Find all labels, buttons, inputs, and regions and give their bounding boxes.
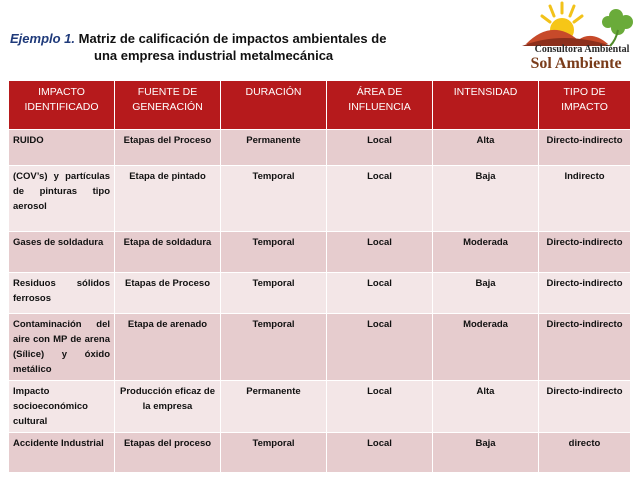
cell-duracion: Temporal [221, 314, 327, 381]
cell-impacto: Contaminación del aire con MP de arena (Sílice) y óxido metálico [9, 314, 115, 381]
header-tipo: TIPO DE IMPACTO [539, 81, 631, 130]
cell-duracion: Temporal [221, 232, 327, 273]
cell-impacto: (COV’s) y partículas de pinturas tipo aerosol [9, 166, 115, 232]
cell-fuente: Etapa de soldadura [115, 232, 221, 273]
cell-intensidad: Alta [433, 381, 539, 433]
cell-tipo: Directo-indirecto [539, 381, 631, 433]
table-row [9, 381, 631, 433]
cell-impacto: Residuos sólidos ferrosos [9, 273, 115, 314]
cell-area: Local [327, 232, 433, 273]
cell-area: Local [327, 433, 433, 473]
cell-tipo: Directo-indirecto [539, 314, 631, 381]
cell-fuente: Producción eficaz de la empresa [115, 381, 221, 433]
sun-clover-logo-icon [512, 0, 638, 50]
cell-area: Local [327, 130, 433, 166]
cell-impacto: Gases de soldadura [9, 232, 115, 273]
cell-impacto: Accidente Industrial [9, 433, 115, 473]
table-row [9, 166, 631, 232]
cell-intensidad: Baja [433, 273, 539, 314]
cell-fuente: Etapas del Proceso [115, 130, 221, 166]
cell-duracion: Temporal [221, 166, 327, 232]
table-row [9, 433, 631, 473]
header-duracion: DURACIÓN [221, 81, 327, 130]
header-impacto: IMPACTO IDENTIFICADO [9, 81, 115, 130]
cell-duracion: Temporal [221, 273, 327, 314]
cell-intensidad: Alta [433, 130, 539, 166]
cell-tipo: Directo-indirecto [539, 273, 631, 314]
table-row [9, 130, 631, 166]
table-row [9, 273, 631, 314]
cell-impacto: Impacto socioeconómico cultural [9, 381, 115, 433]
cell-area: Local [327, 273, 433, 314]
cell-tipo: directo [539, 433, 631, 473]
cell-area: Local [327, 166, 433, 232]
logo-subtitle: Consultora Ambiental [534, 44, 630, 55]
title-line2: una empresa industrial metalmecánica [94, 48, 334, 63]
impact-matrix-table [8, 80, 631, 473]
cell-fuente: Etapa de pintado [115, 166, 221, 232]
cell-tipo: Directo-indirecto [539, 232, 631, 273]
cell-duracion: Permanente [221, 130, 327, 166]
cell-fuente: Etapas de Proceso [115, 273, 221, 314]
cell-duracion: Permanente [221, 381, 327, 433]
cell-intensidad: Moderada [433, 232, 539, 273]
title-line1: Matriz de calificación de impactos ambientales de [78, 31, 387, 46]
cell-tipo: Directo-indirecto [539, 130, 631, 166]
cell-area: Local [327, 381, 433, 433]
header-area: ÁREA DE INFLUENCIA [327, 81, 433, 130]
cell-duracion: Temporal [221, 433, 327, 473]
cell-intensidad: Baja [433, 166, 539, 232]
company-logo [512, 0, 638, 80]
cell-intensidad: Moderada [433, 314, 539, 381]
cell-fuente: Etapas del proceso [115, 433, 221, 473]
header-intensidad: INTENSIDAD [433, 81, 539, 130]
header-fuente: FUENTE DE GENERACIÓN [115, 81, 221, 130]
logo-brand: Sol Ambiente [530, 55, 622, 72]
cell-impacto: RUIDO [9, 130, 115, 166]
slide-title [10, 30, 430, 64]
table-row [9, 314, 631, 381]
cell-area: Local [327, 314, 433, 381]
cell-intensidad: Baja [433, 433, 539, 473]
cell-fuente: Etapa de arenado [115, 314, 221, 381]
table-row [9, 232, 631, 273]
table-header-row [9, 81, 631, 130]
cell-tipo: Indirecto [539, 166, 631, 232]
title-lead: Ejemplo 1. [10, 31, 76, 46]
